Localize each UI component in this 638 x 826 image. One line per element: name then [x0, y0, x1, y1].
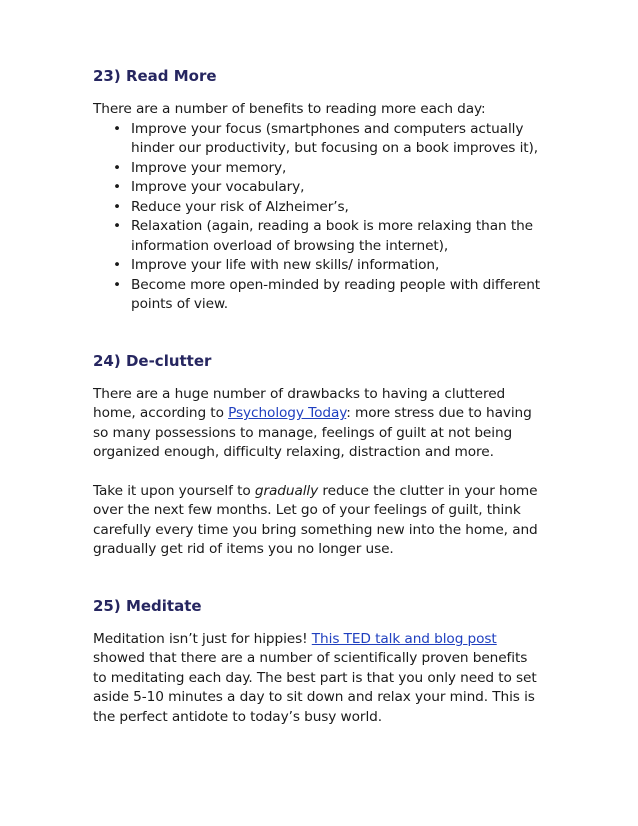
read-more-benefits-list: [93, 120, 563, 315]
text-fragment: Meditation isn’t just for hippies!: [93, 630, 312, 647]
text-line: [93, 404, 563, 424]
meditate-paragraph: [93, 630, 563, 728]
text-line: so many possessions to manage, feelings of guilt at not being: [93, 424, 513, 441]
list-item: [113, 159, 563, 179]
list-item: [113, 120, 563, 159]
ted-talk-link[interactable]: This TED talk and blog post: [311, 630, 497, 647]
list-item-text: points of view.: [131, 296, 229, 312]
list-item: [113, 178, 563, 198]
list-item: [113, 198, 563, 218]
bullet-icon: •: [113, 257, 121, 273]
text-line: [93, 630, 563, 650]
bullet-icon: •: [113, 179, 121, 195]
text-line: gradually get rid of items you no longer use.: [93, 541, 394, 557]
psychology-today-link[interactable]: Psychology Today: [228, 405, 347, 421]
list-item: [113, 256, 563, 276]
section-heading-de-clutter: 24) De-clutter: [93, 351, 212, 370]
text-fragment: home, according to: [93, 405, 229, 421]
list-item: [113, 276, 563, 315]
text-line: [93, 482, 563, 502]
emphasis-gradually: gradually: [254, 482, 319, 499]
bullet-icon: •: [113, 198, 121, 215]
de-clutter-paragraph-2: [93, 482, 563, 560]
text-line: to meditating each day. The best part is that you only need to set: [93, 669, 537, 686]
section-heading-meditate: 25) Meditate: [93, 596, 202, 615]
de-clutter-paragraph-1: [93, 385, 563, 463]
list-item-text: hinder our productivity, but focusing on a book improves it),: [131, 140, 539, 156]
text-fragment: Take it upon yourself to: [93, 482, 255, 499]
read-more-intro: There are a number of benefits to reading more each day:: [93, 101, 486, 117]
text-line: over the next few months. Let go of your feelings of guilt, think: [93, 502, 521, 518]
list-item: [113, 217, 563, 256]
text-line: There are a huge number of drawbacks to having a cluttered: [93, 385, 506, 402]
text-line: carefully every time you bring something new into the home, and: [93, 521, 538, 538]
text-fragment: : more stress due to having: [346, 405, 532, 421]
bullet-icon: •: [113, 276, 121, 293]
list-item-text: Improve your memory,: [131, 159, 287, 176]
text-line: organized enough, difficulty relaxing, distraction and more.: [93, 444, 494, 460]
list-item-text: Reduce your risk of Alzheimer’s,: [131, 198, 349, 215]
list-item-text: Relaxation (again, reading a book is more relaxing than the: [131, 218, 534, 234]
list-item-text: Improve your focus (smartphones and computers actually: [131, 120, 524, 137]
text-fragment: reduce the clutter in your home: [318, 482, 538, 499]
text-line: the perfect antidote to today’s busy world.: [93, 708, 382, 725]
text-line: aside 5-10 minutes a day to sit down and relax your mind. This is: [93, 689, 535, 705]
document-page: [93, 66, 563, 727]
text-line: showed that there are a number of scientifically proven benefits: [93, 650, 528, 666]
list-item-text: Improve your vocabulary,: [131, 179, 305, 195]
bullet-icon: •: [113, 159, 121, 176]
bullet-icon: •: [113, 120, 121, 137]
list-item-text: Become more open-minded by reading people with different: [131, 276, 541, 293]
list-item-text: information overload of browsing the internet),: [131, 237, 449, 254]
bullet-icon: •: [113, 218, 121, 234]
list-item-text: Improve your life with new skills/ information,: [131, 257, 440, 273]
section-heading-read-more: 23) Read More: [93, 67, 217, 85]
